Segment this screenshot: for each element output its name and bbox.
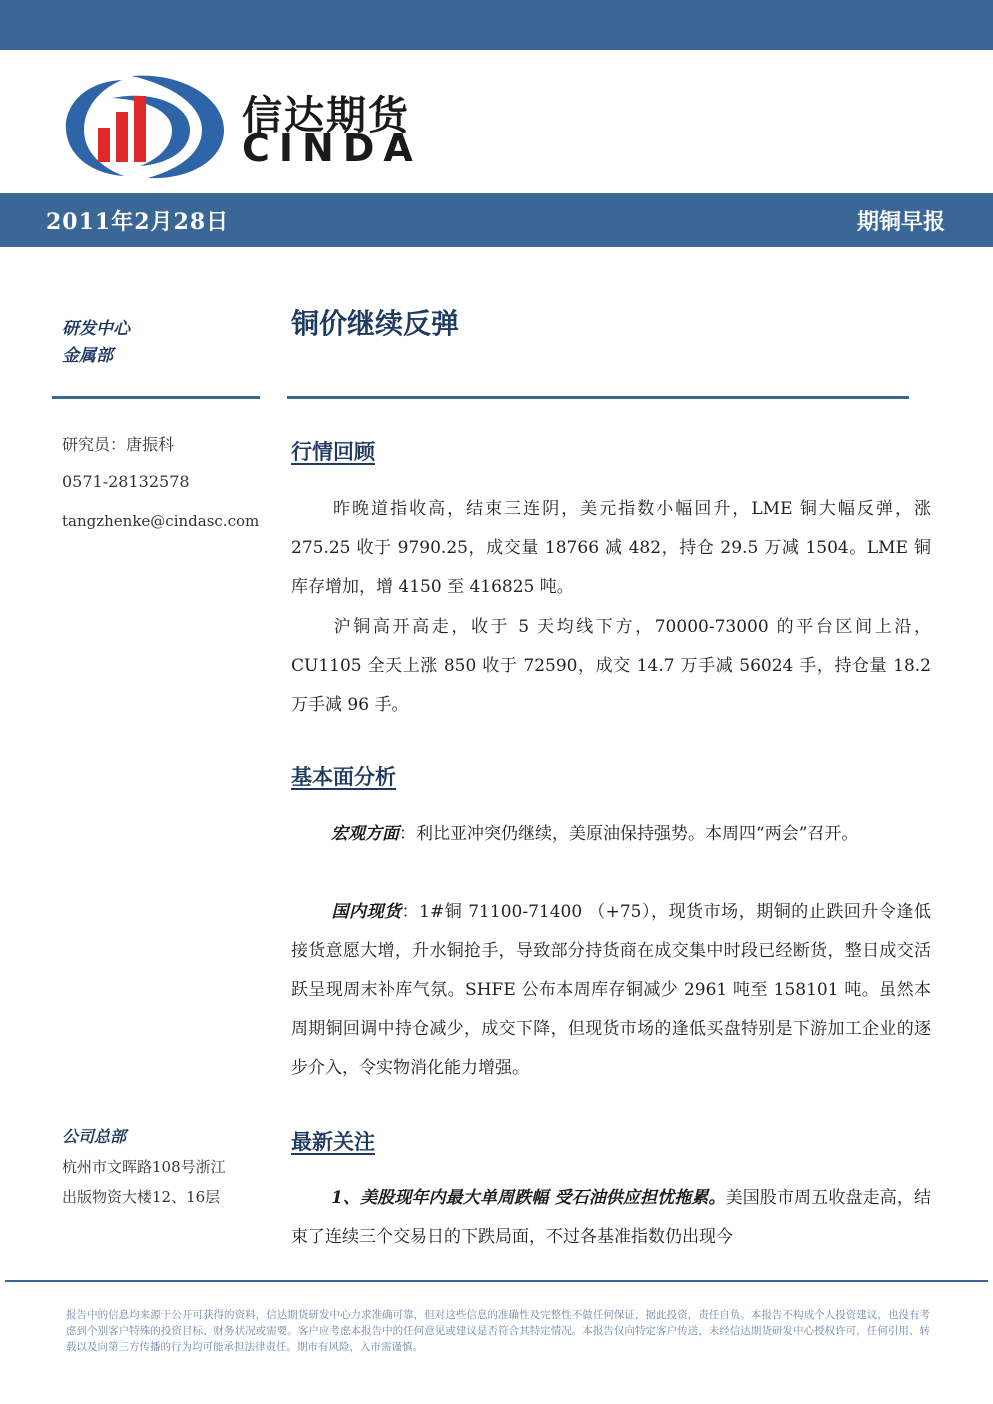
paragraph-text: ：利比亚冲突仍继续，美原油保持强势。本周四“两会”召开。 — [399, 824, 859, 844]
department-division: 金属部 — [62, 346, 113, 366]
analyst-phone: 0571-28132578 — [62, 472, 190, 491]
report-date: 2011年2月28日 — [46, 209, 230, 235]
cinda-logo-mark-icon — [62, 68, 232, 183]
paragraph-text: 美国股市周五收盘走高，结束了连续三个交易日的下跌局面，不过各基准指数仍出现今 — [291, 1188, 932, 1247]
department-center: 研发中心 — [62, 319, 130, 339]
paragraph-text: 沪铜高开高走，收于 5 天均线下方，70000-73000 的平台区间上沿，CU1105 全天上涨 850 收于 72590，成交 14.7 万手减 56024 手，持仓量 18.2 万手减 96 手。 — [291, 617, 931, 715]
hq-title: 公司总部 — [62, 1127, 127, 1146]
top-banner — [0, 0, 993, 50]
cinda-logo — [62, 68, 452, 183]
headquarters-info — [62, 1122, 226, 1212]
paragraph-text: 昨晚道指收高，结束三连阴，美元指数小幅回升，LME 铜大幅反弹，涨 275.25 收于 9790.25，成交量 18766 减 482，持仓 29.5 万减 1504。LME 铜库存增加，增 4150 至 416825 吨。 — [291, 499, 931, 597]
section-title-market-review: 行情回顾 — [291, 440, 375, 464]
analyst-email[interactable]: tangzhenke@cindasc.com — [62, 512, 260, 530]
logo-name-en: CINDA — [242, 126, 422, 170]
department — [62, 316, 130, 370]
divider-left — [52, 396, 260, 399]
hq-address-line: 出版物资大楼12、16层 — [62, 1188, 221, 1206]
fundamentals-paragraph — [291, 893, 931, 1088]
hq-address-line: 杭州市文晖路108号浙江 — [62, 1158, 226, 1176]
analyst-info — [62, 432, 259, 552]
section-title-latest-focus: 最新关注 — [291, 1130, 375, 1154]
paragraph-lead: 1、美股现年内最大单周跌幅 受石油供应担忧拖累。 — [331, 1188, 726, 1208]
market-review-paragraph — [291, 608, 931, 725]
fundamentals-paragraph — [291, 815, 931, 854]
divider-right — [287, 396, 909, 399]
paragraph-text: ：1#铜 71100-71400 （+75），现货市场，期铜的止跌回升令逢低接货意愿大增，升水铜抢手，导致部分持货商在成交集中时段已经断货，整日成交活跃呈现周末补库气氛。SHFE 公布本周库存铜减少 2961 吨至 158101 吨。虽然本周期铜回调中持仓减少，成交下降，但现货市场的逢低买盘特别是下游加工企业的逐步介入，令实物消化能力增强。 — [291, 902, 931, 1078]
disclaimer-text: 报告中的信息均来源于公开可获得的资料，信达期货研发中心力求准确可靠，但对这些信息的准确性及完整性不做任何保证，据此投资，责任自负。本报告不构成个人投资建议，也没有考虑到个别客户特殊的投资目标、财务状况或需要。客户应考虑本报告中的任何意见或建议是否符合其特定情况。本报告仅向特定客户传送，未经信达期货研发中心授权许可，任何引用、转载以及向第三方传播的行为均可能承担法律责任。期市有风险，入市需谨慎。 — [66, 1309, 930, 1353]
paragraph-lead: 国内现货 — [331, 902, 402, 922]
paragraph-lead: 宏观方面 — [331, 824, 399, 844]
logo-name-cn: 信达期货 — [242, 93, 410, 139]
latest-focus-paragraph — [291, 1179, 931, 1257]
footer-divider — [5, 1280, 988, 1282]
analyst-name: 研究员：唐振科 — [62, 435, 175, 454]
page-title: 铜价继续反弹 — [291, 307, 460, 340]
report-type: 期铜早报 — [856, 209, 945, 235]
market-review-paragraph — [291, 490, 931, 607]
section-title-fundamentals: 基本面分析 — [291, 765, 396, 789]
date-banner — [0, 193, 993, 247]
